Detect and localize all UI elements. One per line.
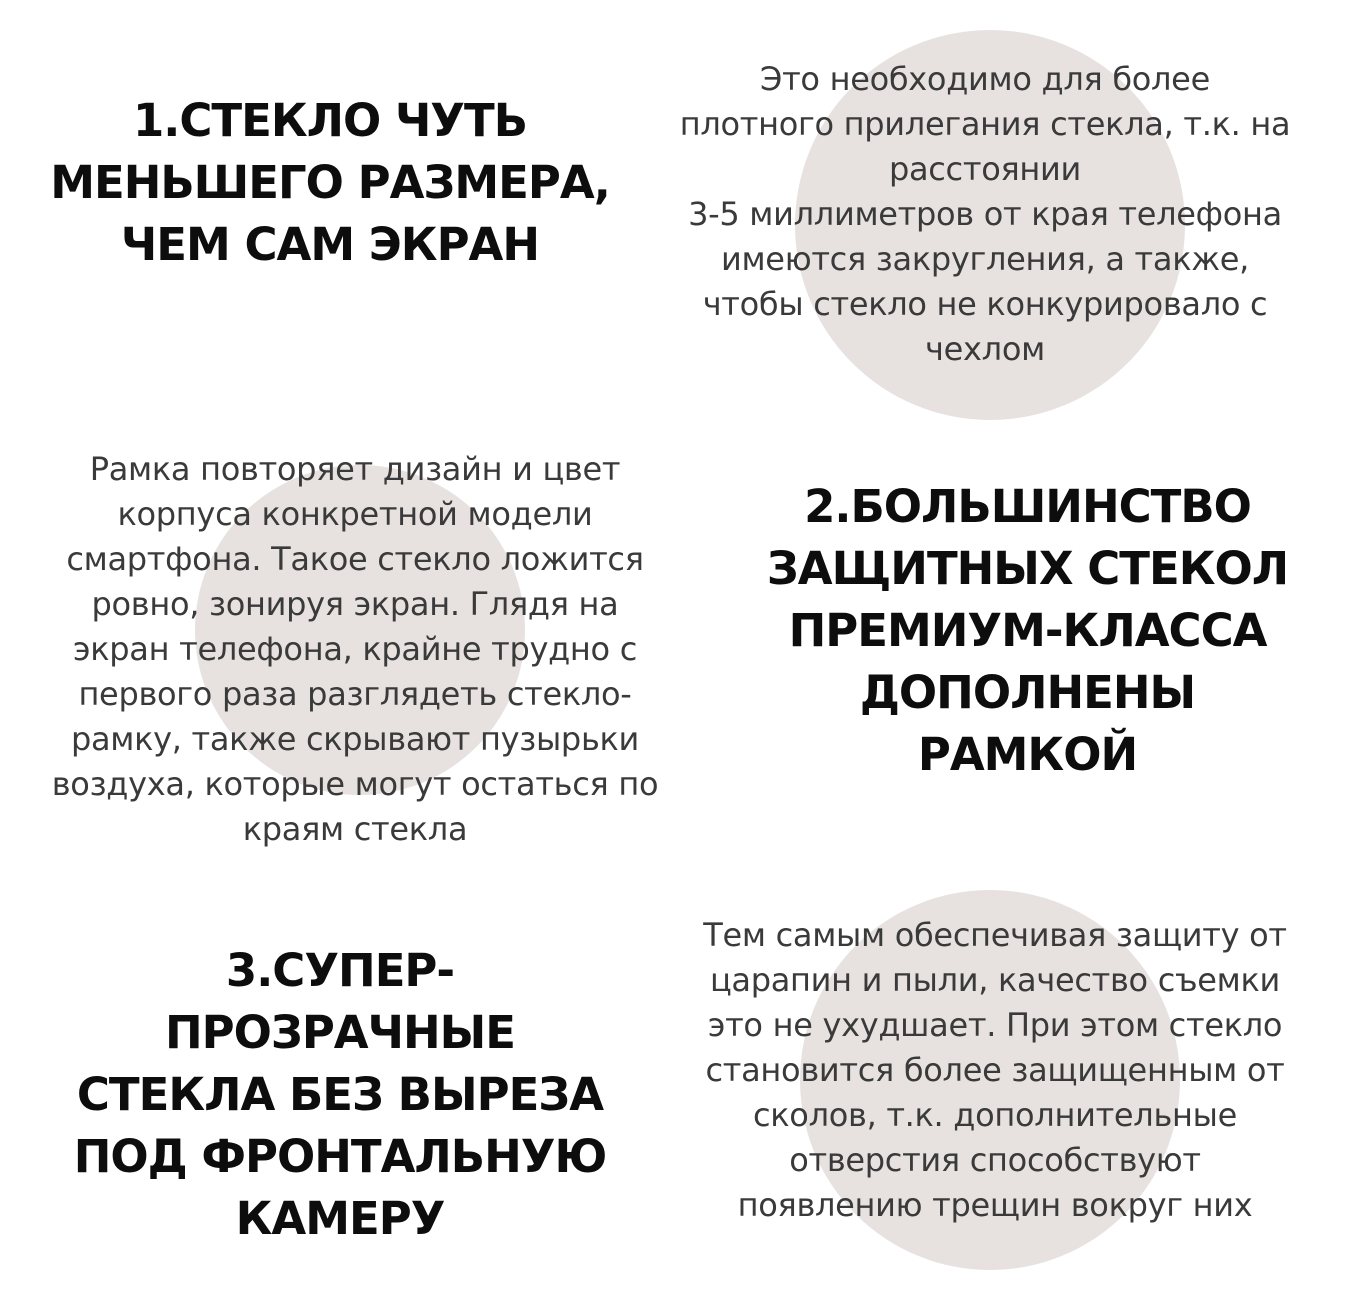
heading-3-line: ПРОЗРАЧНЫЕ [164, 1006, 516, 1059]
paragraph-1-line: расстоянии [888, 150, 1082, 188]
heading-3-line: СТЕКЛА БЕЗ ВЫРЕЗА [76, 1068, 604, 1121]
heading-3-line: КАМЕРУ [235, 1192, 445, 1245]
paragraph-1-line: чтобы стекло не конкурировало с [702, 285, 1268, 323]
paragraph-2-line: ровно, зонируя экран. Глядя на [91, 585, 619, 623]
paragraph-3-line: отверстия способствуют [789, 1141, 1201, 1179]
paragraph-3-line: Тем самым обеспечивая защиту от [703, 916, 1287, 954]
heading-1-line: ЧЕМ САМ ЭКРАН [120, 218, 540, 271]
heading-2-line: ДОПОЛНЕНЫ [859, 666, 1196, 719]
heading-2-line: РАМКОЙ [917, 728, 1138, 781]
paragraph-1-line: плотного прилегания стекла, т.к. на [679, 105, 1291, 143]
paragraph-2-line: первого раза разглядеть стекло- [78, 675, 632, 713]
paragraph-2-line: корпуса конкретной модели [117, 495, 593, 533]
heading-1-line: МЕНЬШЕГО РАЗМЕРА, [50, 156, 610, 209]
paragraph-2-line: воздуха, которые могут остаться по [51, 765, 659, 803]
paragraph-1-line: чехлом [925, 330, 1045, 368]
heading-2-line: ЗАЩИТНЫХ СТЕКОЛ [766, 542, 1289, 595]
heading-1-line: 1.СТЕКЛО ЧУТЬ [133, 94, 527, 147]
heading-3-line: ПОД ФРОНТАЛЬНУЮ [73, 1130, 607, 1183]
paragraph-1-line: 3-5 миллиметров от края телефона [688, 195, 1282, 233]
heading-1 [20, 90, 640, 276]
paragraph-3-line: это не ухудшает. При этом стекло [707, 1006, 1283, 1044]
paragraph-2-line: рамку, также скрывают пузырьки [70, 720, 640, 758]
paragraph-1-line: имеются закругления, а также, [720, 240, 1250, 278]
paragraph-2-line: краям стекла [242, 810, 468, 848]
heading-3-line: 3.СУПЕР- [225, 944, 455, 997]
paragraph-2-line: экран телефона, крайне трудно с [73, 630, 637, 668]
paragraph-1-line: Это необходимо для более [760, 60, 1210, 98]
paragraph-2-line: смартфона. Такое стекло ложится [66, 540, 644, 578]
heading-3 [15, 940, 665, 1250]
paragraph-2 [10, 447, 700, 852]
paragraph-3-line: царапин и пыли, качество съемки [709, 961, 1281, 999]
paragraph-2-line: Рамка повторяет дизайн и цвет [89, 450, 621, 488]
paragraph-3-line: становится более защищенным от [705, 1051, 1285, 1089]
paragraph-3 [640, 913, 1350, 1228]
heading-2-line: 2.БОЛЬШИНСТВО [804, 480, 1251, 533]
paragraph-1 [625, 57, 1345, 372]
heading-2 [695, 476, 1360, 786]
paragraph-3-line: появлению трещин вокруг них [737, 1186, 1253, 1224]
heading-2-line: ПРЕМИУМ-КЛАССА [788, 604, 1267, 657]
paragraph-3-line: сколов, т.к. дополнительные [752, 1096, 1237, 1134]
